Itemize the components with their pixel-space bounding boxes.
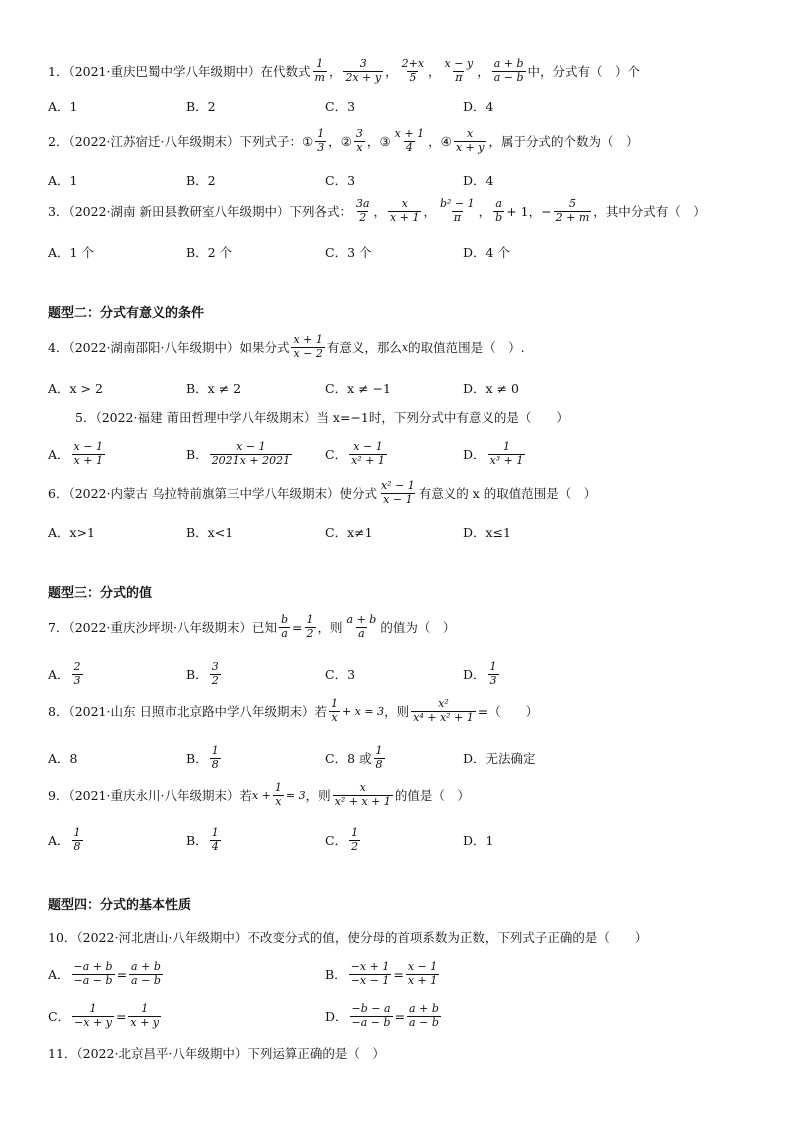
q10-options-row-1 <box>48 956 754 992</box>
q7-option-c[interactable]: C． 3 <box>325 666 356 682</box>
q8-fraction: $\frac{\text{x²}}{\text{x⁴ + x² + 1}}$ <box>413 697 474 724</box>
q10-option-c[interactable]: C． $\frac{1}{-x + y}$ = $\frac{1}{x + y}$ <box>48 1001 160 1029</box>
q11-stem: 11．（2022·北京昌平·八年级期中）下列运算正确的是（ ） <box>48 1046 385 1061</box>
q3-expr-4: $\frac{a}{b}$ <box>495 197 503 224</box>
q3-expr-3: $\frac{\text{b² − 1}}{\pi}$ <box>439 197 475 224</box>
q2-item-2: $\frac{3}{x}$ <box>355 127 363 154</box>
q9-option-c[interactable]: C． $\frac{1}{2}$ <box>325 825 359 853</box>
q1-option-b[interactable]: B．2 <box>186 98 216 114</box>
q1-stem: 1．（2021·重庆巴蜀中学八年级期中）在代数式 $\frac{1}{m}$ ， $\frac{3}{2x + y}$ ， $\frac{2+x}{5}$ ， $\frac{x - y}{\pi}$ ， $\frac{a + b}{a - b}$ 中，分式有（ ）个 <box>48 57 641 84</box>
q10-options-row-2 <box>48 998 754 1034</box>
q9-options <box>48 822 754 858</box>
q4-option-c[interactable]: C．x ≠ −1 <box>325 380 391 396</box>
q6-option-d[interactable]: D．x≤1 <box>463 524 511 540</box>
q8-option-d[interactable]: D． 无法确定 <box>463 750 536 766</box>
q5-stem: 5．（2022·福建 莆田哲理中学八年级期末）当 x=−1时，下列分式中有意义的是（ ） <box>75 410 569 425</box>
q9-option-d[interactable]: D． 1 <box>463 832 494 848</box>
q6-option-b[interactable]: B．x<1 <box>186 524 234 540</box>
q8-options <box>48 740 754 776</box>
q5-option-a[interactable]: A． $\frac{x - 1}{x + 1}$ <box>48 439 103 467</box>
q6-option-c[interactable]: C．x≠1 <box>325 524 373 540</box>
q3-option-d[interactable]: D．4 个 <box>463 244 510 260</box>
section-heading-3: 题型三：分式的值 <box>48 586 153 601</box>
q5-option-b[interactable]: B． $\frac{x - 1}{2021x + 2021}$ <box>186 439 291 467</box>
q6-stem: 6．（2022·内蒙古 乌拉特前旗第三中学八年级期末）使分式 $\frac{\text{x² − 1}}{x - 1}$ 有意义的 x 的取值范围是（ ） <box>48 479 597 506</box>
q7-option-a[interactable]: A． $\frac{2}{3}$ <box>48 659 81 687</box>
q7-option-b[interactable]: B． $\frac{3}{2}$ <box>186 659 219 687</box>
q10-option-b[interactable]: B． $\frac{-x + 1}{-x - 1}$ = $\frac{x - 1}{x + 1}$ <box>325 959 438 987</box>
q4-options <box>48 380 754 396</box>
q10-option-a[interactable]: A． $\frac{-a + b}{-a - b}$ = $\frac{a + b}{a - b}$ <box>48 959 161 987</box>
q2-option-c[interactable]: C．3 <box>325 172 356 188</box>
q3-expr-5: $\frac{5}{2 + m}$ <box>555 197 590 224</box>
q1-expr-3: $\frac{2+x}{5}$ <box>401 57 425 84</box>
q4-fraction: $\frac{x + 1}{x - 2}$ <box>293 333 323 360</box>
q6-fraction: $\frac{\text{x² − 1}}{x - 1}$ <box>380 479 415 506</box>
q4-stem: 4．（2022·湖南邵阳·八年级期中）如果分式 $\frac{x + 1}{x - 2}$ 有意义，那么 x 的取值范围是（ ）. <box>48 333 525 360</box>
section-heading-4: 题型四：分式的基本性质 <box>48 898 192 913</box>
q4-option-d[interactable]: D．x ≠ 0 <box>463 380 519 396</box>
q1-expr-4: $\frac{x - y}{\pi}$ <box>444 57 474 84</box>
q8-stem: 8．（2021·山东 日照市北京路中学八年级期末）若 $\frac{1}{x}$ + x = 3 ，则 $\frac{\text{x²}}{\text{x⁴ + x² + 1}}$ =（ ） <box>48 697 539 724</box>
q7-stem: 7．（2022·重庆沙坪坝·八年级期末）已知 $\frac{b}{a}$ = $\frac{1}{2}$ ，则 $\frac{a + b}{a}$ 的值为（ ） <box>48 613 456 640</box>
q3-expr-1: $\frac{3a}{2}$ <box>355 197 370 224</box>
q6-option-a[interactable]: A．x>1 <box>48 524 96 540</box>
section-heading-2: 题型二：分式有意义的条件 <box>48 306 205 321</box>
q9-option-b[interactable]: B． $\frac{1}{4}$ <box>186 825 219 853</box>
q2-stem: 2．（2022·江苏宿迁·八年级期末）下列式子： ① $\frac{1}{3}$ ， ② $\frac{3}{x}$ ， ③ $\frac{x + 1}{4}$ ， ④ $\frac{x}{x + y}$ ，属于分式的个数为（ ） <box>48 127 639 154</box>
q6-options <box>48 524 754 540</box>
q5-option-c[interactable]: C． $\frac{x - 1}{\text{x² + 1}}$ <box>325 439 385 467</box>
q5-option-d[interactable]: D． $\frac{1}{\text{x³ + 1}}$ <box>463 439 524 467</box>
q1-expr-5: $\frac{a + b}{a - b}$ <box>493 57 524 84</box>
q1-option-d[interactable]: D．4 <box>463 98 494 114</box>
q9-fraction: $\frac{x}{\text{x² + x + 1}}$ <box>334 781 391 808</box>
q3-options <box>48 244 754 260</box>
q3-option-b[interactable]: B．2 个 <box>186 244 233 260</box>
q2-options <box>48 172 754 188</box>
q8-option-a[interactable]: A． 8 <box>48 750 78 766</box>
q10-option-d[interactable]: D． $\frac{-b - a}{-a - b}$ = $\frac{a + b}{a - b}$ <box>325 1001 439 1029</box>
q1-option-a[interactable]: A．1 <box>48 98 78 114</box>
q2-option-b[interactable]: B．2 <box>186 172 216 188</box>
q9-option-a[interactable]: A． $\frac{1}{8}$ <box>48 825 81 853</box>
q4-option-b[interactable]: B．x ≠ 2 <box>186 380 242 396</box>
q9-stem: 9．（2021·重庆永川·八年级期末）若 x + $\frac{1}{x}$ = 3 ，则 $\frac{x}{\text{x² + x + 1}}$ 的值是（ ） <box>48 781 470 808</box>
q1-expr-1: $\frac{1}{m}$ <box>314 57 325 84</box>
q2-option-a[interactable]: A．1 <box>48 172 78 188</box>
q2-item-4: $\frac{x}{x + y}$ <box>455 127 485 154</box>
q8-option-b[interactable]: B． $\frac{1}{8}$ <box>186 743 219 771</box>
q2-option-d[interactable]: D．4 <box>463 172 494 188</box>
q8-option-c[interactable]: C． 8 或 $\frac{1}{8}$ <box>325 743 383 771</box>
q7-options <box>48 656 754 692</box>
q3-stem: 3．（2022·湖南 新田县教研室八年级期中）下列各式： $\frac{3a}{2}$ ， $\frac{x}{x + 1}$ ， $\frac{\text{b² − 1}}{\pi}$ ， $\frac{a}{b}$ + 1 ， − $\frac{5}{2 + m}$ ，其中分式有（ ） <box>48 197 706 224</box>
q7-fraction: $\frac{a + b}{a}$ <box>346 613 377 640</box>
q5-options <box>48 436 754 472</box>
q2-item-3: $\frac{x + 1}{4}$ <box>394 127 425 154</box>
q3-expr-2: $\frac{x}{x + 1}$ <box>390 197 420 224</box>
q1-expr-2: $\frac{3}{2x + y}$ <box>345 57 382 84</box>
q3-option-a[interactable]: A．1 个 <box>48 244 94 260</box>
q4-option-a[interactable]: A．x > 2 <box>48 380 103 396</box>
q7-option-d[interactable]: D． $\frac{1}{3}$ <box>463 659 497 687</box>
q10-stem: 10．（2022·河北唐山·八年级期中）不改变分式的值，使分母的首项系数为正数，下列式子正确的是（ ） <box>48 930 648 945</box>
q1-options <box>48 98 754 114</box>
q2-item-1: $\frac{1}{3}$ <box>317 127 325 154</box>
q1-option-c[interactable]: C．3 <box>325 98 356 114</box>
q3-option-c[interactable]: C．3 个 <box>325 244 372 260</box>
